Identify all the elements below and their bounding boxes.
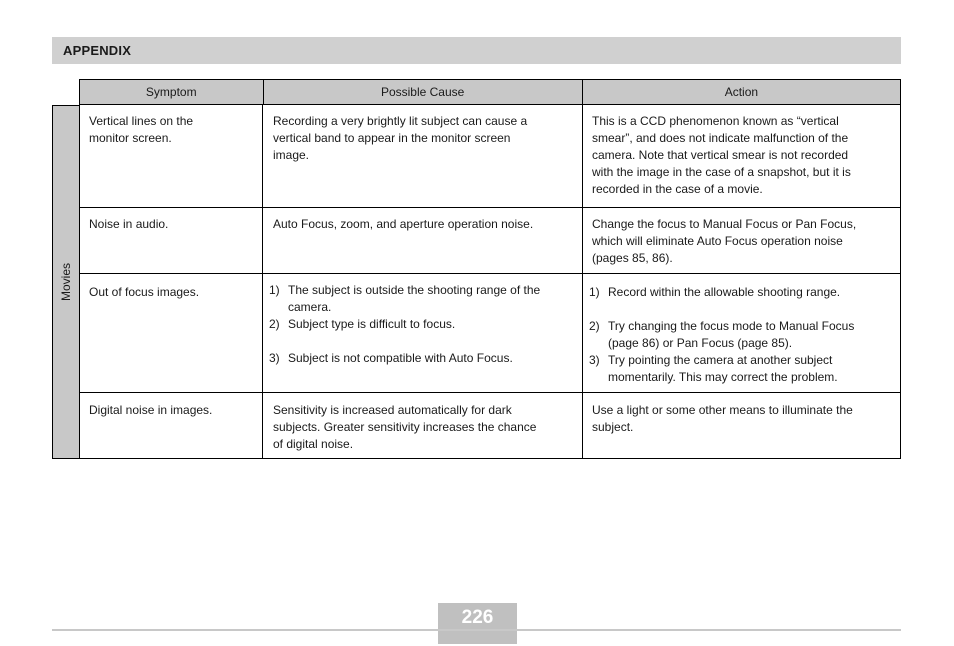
action-cell [583, 393, 900, 458]
action-cell [583, 105, 900, 207]
action-text: which will eliminate Auto Focus operation noise [592, 234, 843, 248]
item-text: Record within the allowable shooting range. [608, 285, 841, 299]
symptom-cell [80, 274, 263, 392]
cause-cell [263, 274, 583, 392]
action-cell [583, 274, 900, 392]
item-number: 3) [269, 351, 280, 365]
action-list-item [589, 318, 892, 352]
cause-text: vertical band to appear in the monitor screen [273, 131, 511, 145]
action-text: This is a CCD phenomenon known as “vertical [592, 114, 839, 128]
cause-cell [263, 105, 583, 207]
symptom-text: Out of focus images. [89, 285, 200, 299]
cause-list-item [269, 316, 574, 333]
section-title: APPENDIX [63, 43, 132, 58]
action-cell [583, 208, 900, 273]
troubleshooting-table [79, 105, 901, 459]
footer-divider [52, 629, 901, 631]
cause-text: Recording a very brightly lit subject can cause a [273, 114, 528, 128]
cause-list-item [269, 282, 574, 316]
cause-text: Sensitivity is increased automatically for dark [273, 403, 512, 417]
symptom-cell [80, 208, 263, 273]
action-text: subject. [592, 420, 634, 434]
column-header-symptom: Symptom [80, 80, 264, 104]
item-text: Try changing the focus mode to Manual Focus (page 86) or Pan Focus (page 85). [608, 319, 855, 350]
cause-text: subjects. Greater sensitivity increases the chance [273, 420, 537, 434]
section-header-bar [52, 37, 901, 64]
action-text: camera. Note that vertical smear is not recorded [592, 148, 849, 162]
symptom-text: Digital noise in images. [89, 403, 213, 417]
table-row [80, 208, 900, 274]
column-header-possible-cause: Possible Cause [264, 80, 583, 104]
category-sidebar [52, 105, 79, 459]
symptom-text: Noise in audio. [89, 217, 169, 231]
cause-text: image. [273, 148, 310, 162]
item-text: The subject is outside the shooting range of the camera. [288, 283, 541, 314]
action-text: recorded in the case of a movie. [592, 182, 763, 196]
cause-cell [263, 393, 583, 458]
table-row [80, 393, 900, 459]
action-text: smear”, and does not indicate malfunction of the [592, 131, 849, 145]
item-number: 3) [589, 353, 600, 367]
item-number: 2) [269, 317, 280, 331]
item-number: 2) [589, 319, 600, 333]
action-text: Use a light or some other means to illuminate the [592, 403, 853, 417]
item-text: Subject type is difficult to focus. [288, 317, 456, 331]
action-text: with the image in the case of a snapshot, but it is [592, 165, 851, 179]
symptom-text: monitor screen. [89, 131, 172, 145]
item-number: 1) [589, 285, 600, 299]
symptom-text: Vertical lines on the [89, 114, 194, 128]
cause-text: Auto Focus, zoom, and aperture operation noise. [273, 217, 534, 231]
symptom-cell [80, 393, 263, 458]
item-text: Subject is not compatible with Auto Focus. [288, 351, 513, 365]
action-text: (pages 85, 86). [592, 251, 673, 265]
category-label: Movies [59, 262, 73, 302]
item-text: Try pointing the camera at another subject momentarily. This may correct the problem. [608, 353, 838, 384]
cause-cell [263, 208, 583, 273]
table-header-row [79, 79, 901, 105]
column-header-action: Action [724, 85, 759, 99]
item-number: 1) [269, 283, 280, 297]
page-number: 226 [461, 607, 494, 628]
table-row [80, 105, 900, 208]
action-list-item [589, 284, 892, 301]
cause-text: of digital noise. [273, 437, 354, 451]
cause-list-item [269, 350, 574, 367]
action-text: Change the focus to Manual Focus or Pan Focus, [592, 217, 857, 231]
action-list-item [589, 352, 892, 386]
page-number-box [438, 603, 517, 644]
symptom-cell [80, 105, 263, 207]
table-row [80, 274, 900, 393]
